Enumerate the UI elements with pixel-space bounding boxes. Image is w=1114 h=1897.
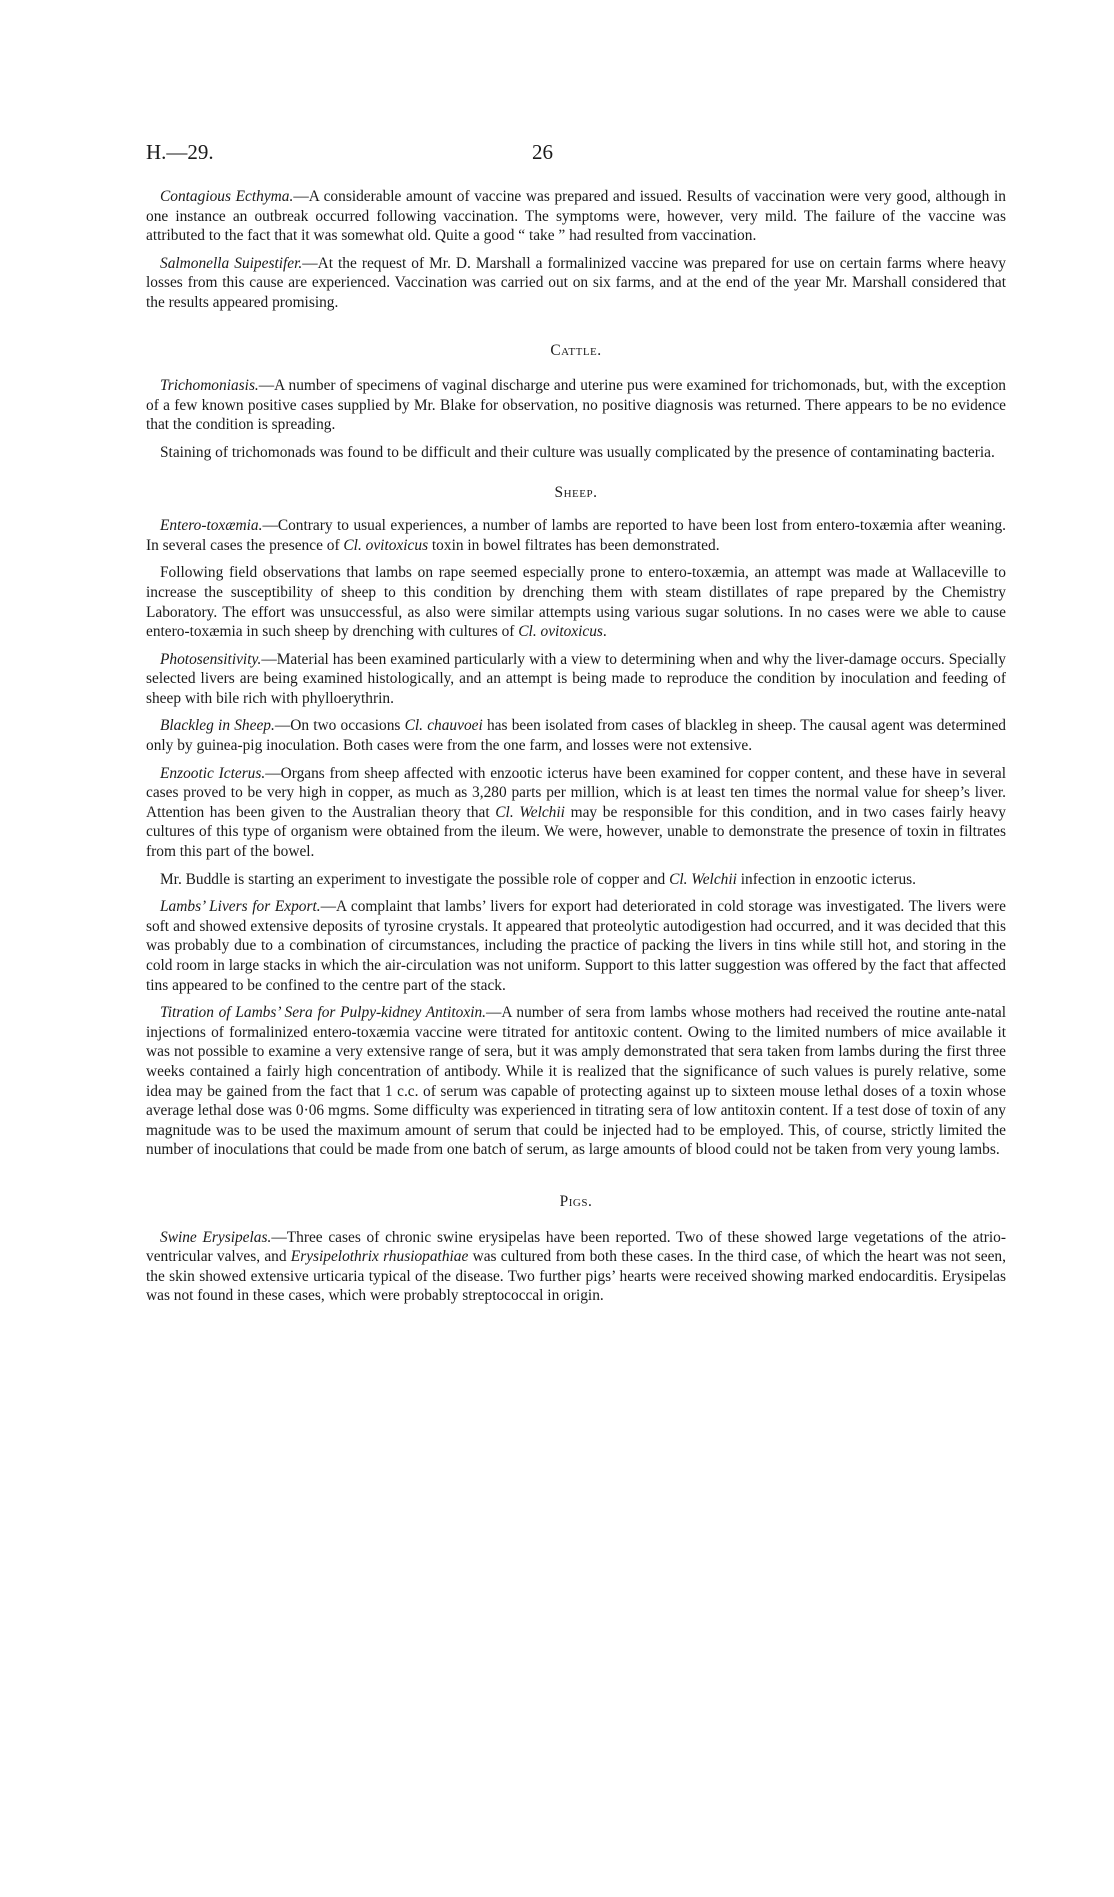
paragraph-photosensitivity <box>146 650 1006 709</box>
paragraph-text: Mr. Buddle is starting an experiment to investigate the possible role of copper and <box>160 870 670 888</box>
paragraph-text: . <box>602 623 607 641</box>
paragraph-text: Staining of trichomonads was found to be difficult and their culture was usually complicated by the presence of contaminating bacteria. <box>160 443 995 461</box>
paragraph-swine-erysipelas <box>146 1228 1006 1306</box>
page-number: 26 <box>532 140 553 164</box>
paragraph-title: Trichomoniasis. <box>160 377 259 395</box>
paragraph-contagious-ecthyma <box>146 187 1006 246</box>
paragraph-title: Blackleg in Sheep. <box>160 717 275 735</box>
paragraph-text: —Contrary to usual experiences, a number of lambs are reported to have been lost from entero-toxæmia after weaning. In several cases the presence of <box>146 517 1006 554</box>
section-heading-cattle: Cattle. <box>550 341 602 359</box>
paragraph-title: Swine Erysipelas. <box>160 1228 272 1246</box>
paragraph-text: —A considerable amount of vaccine was prepared and issued. Results of vaccination were very good, although in one instance an outbreak occurred following vaccination. The symptoms were, however, very mild. The failure of the vaccine was attributed to the fact that it was somewhat old. Quite a good “ take ” had resulted from vaccination. <box>146 188 1006 245</box>
paragraph-text: —A number of specimens of vaginal discharge and uterine pus were examined for trichomonads, but, with the exception of a few known positive cases supplied by Mr. Blake for observation, no positive diagnosis was returned. There appears to be no evidence that the condition is spreading. <box>146 377 1006 434</box>
organism-name: Erysipelothrix rhusiopathiae <box>290 1248 469 1266</box>
paragraph-buddle-experiment <box>146 870 1006 890</box>
paragraph-title: Photosensitivity. <box>160 650 262 668</box>
paragraph-text: has been isolated from cases of blackleg in sheep. The causal agent was determined only by guinea-pig inoculation. Both cases were from the one farm, and losses were not extensive. <box>146 717 1006 755</box>
paragraph-title: Contagious Ecthyma. <box>160 188 294 205</box>
paragraph-text: toxin in bowel filtrates has been demonstrated. <box>428 536 720 554</box>
paragraph-text: may be responsible for this condition, and in two cases fairly heavy cultures of this type of organism were obtained from the ileum. We were, however, unable to demonstrate the presence of toxin in filtrates from this part of the bowel. <box>146 803 1006 861</box>
paragraph-title: Lambs’ Livers for Export. <box>160 898 321 916</box>
paragraph-text: —A complaint that lambs’ livers for export had deteriorated in cold storage was investigated. The livers were soft and showed extensive deposits of tyrosine crystals. It appeared that proteolytic autodigestion had occurred, and it was decided that this was probably due to a combination of circumstances, including the practice of packing the livers in tins while still hot, and storing in the cold room in large stacks in which the air-circulation was not uniform. Support to this latter suggestion was offered by the fact that affected tins appeared to be confined to the centre part of the stack. <box>146 898 1006 994</box>
paragraph-lambs-livers <box>146 897 1006 995</box>
paragraph-trichomoniasis <box>146 376 1006 435</box>
organism-name: Cl. Welchii <box>669 870 737 888</box>
paragraph-text: —At the request of Mr. D. Marshall a formalinized vaccine was prepared for use on certain farms where heavy losses from this cause are experienced. Vaccination was carried out on six farms, and at the end of the year Mr. Marshall considered that the results appeared promising. <box>146 254 1006 311</box>
organism-name: Cl. ovitoxicus <box>343 536 429 554</box>
paragraph-staining <box>146 443 1006 463</box>
paragraph-text: Following field observations that lambs on rape seemed especially prone to entero-toxæmia, an attempt was made at Wallaceville to increase the susceptibility of sheep to this condition by drenching them with steam distillates of rape prepared by the Chemistry Laboratory. The effort was unsuccessful, as also were similar attempts using various sugar solutions. In no cases were we able to cause entero-toxæmia in such sheep by drenching with cultures of <box>146 564 1006 641</box>
paragraph-text: —Organs from sheep affected with enzootic icterus have been examined for copper content, and these have in several cases proved to be very high in copper, as much as 3,280 parts per million, which is at least ten times the normal value for sheep’s liver. Attention has been given to the Australian theory that <box>146 764 1006 821</box>
paragraph-text: —On two occasions <box>274 717 405 735</box>
paragraph-title: Entero-toxæmia. <box>160 517 263 535</box>
organism-name: Cl. ovitoxicus <box>518 623 603 641</box>
paragraph-text: —A number of sera from lambs whose mothers had received the routine ante-natal injections of formalinized entero-toxæmia vaccine were titrated for antitoxic content. Owing to the limited numbers of mice available it was not possible to examine a very extensive range of sera, but it was amply demonstrated that sera taken from lambs during the first three weeks contained a fairly high concentration of antibody. While it is realized that the significance of such values is purely relative, some idea may be gained from the fact that 1 c.c. of serum was capable of protecting against up to sixteen mouse lethal doses of a toxin whose average lethal dose was 0·06 mgms. Some difficulty was experienced in titrating sera of low antitoxin content. If a test dose of toxin of any magnitude was to be used the maximum amount of serum that could be injected had to be employed. This, of course, strictly limited the number of inoculations that could be made from one batch of serum, as large amounts of blood could not be taken from very young lambs. <box>146 1004 1006 1159</box>
paragraph-title: Enzootic Icterus. <box>160 764 266 782</box>
paragraph-title: Titration of Lambs’ Sera for Pulpy-kidney Antitoxin. <box>160 1004 487 1022</box>
paragraph-title: Salmonella Suipestifer. <box>160 254 303 272</box>
document-reference: H.—29. <box>146 140 214 164</box>
page-header <box>146 140 1006 170</box>
paragraph-salmonella <box>146 254 1006 313</box>
paragraph-text: —Three cases of chronic swine erysipelas have been reported. Two of these showed large vegetations of the atrio-ventricular valves, and <box>146 1228 1006 1266</box>
paragraph-text: infection in enzootic icterus. <box>736 870 916 888</box>
paragraph-blackleg <box>146 716 1006 755</box>
paragraph-enzootic-icterus <box>146 764 1006 862</box>
page-body <box>146 187 1006 1314</box>
section-heading-sheep: Sheep. <box>554 483 598 501</box>
paragraph-rape-experiment <box>146 563 1006 641</box>
paragraph-titration <box>146 1003 1006 1160</box>
section-heading-pigs: Pigs. <box>559 1192 593 1210</box>
organism-name: Cl. chauvoei <box>404 717 483 735</box>
paragraph-text: was cultured from both these cases. In the third case, of which the heart was not seen, the skin showed extensive urticaria typical of the disease. Two further pigs’ hearts were received showing marked endocarditis. Erysipelas was not found in these cases, which were probably streptococcal in origin. <box>146 1248 1006 1305</box>
paragraph-text: —Material has been examined particularly with a view to determining when and why the liver-damage occurs. Specially selected livers are being examined histologically, and an attempt is being made to reproduce the condition by inoculation and feeding of sheep with bile rich with phylloerythrin. <box>146 650 1006 707</box>
organism-name: Cl. Welchii <box>495 803 565 821</box>
paragraph-entero-toxaemia <box>146 516 1006 555</box>
